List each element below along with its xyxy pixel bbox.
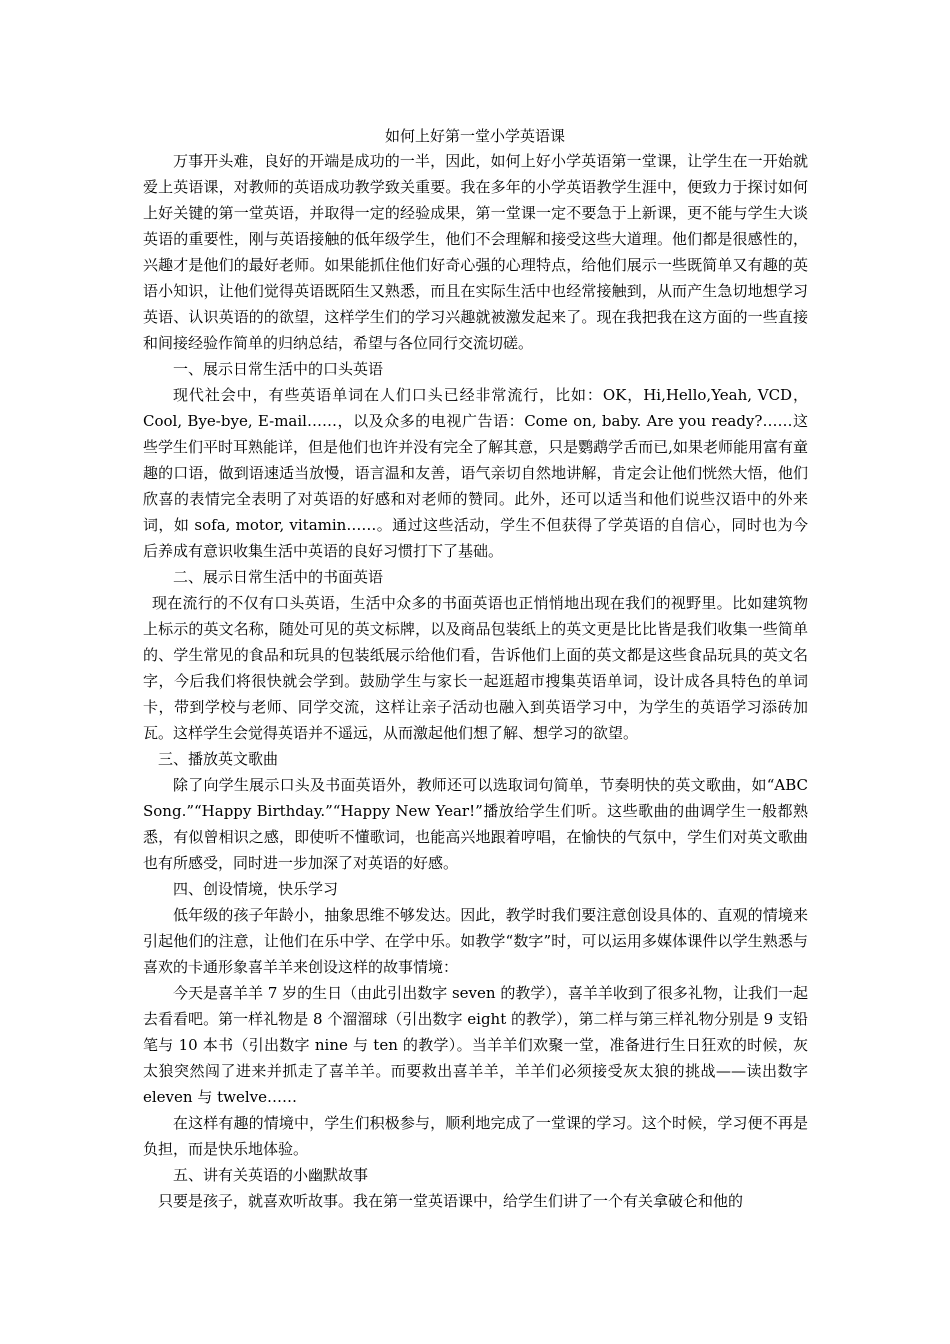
paragraph-section-4: 低年级的孩子年龄小，抽象思维不够发达。因此，教学时我们要注意创设具体的、直观的情境来引起他们的注意，让他们在乐中学、在学中乐。如教学“数字”时，可以运用多媒体课件以学生熟悉与喜欢的卡通形象喜羊羊来创设这样的故事情境： [143, 906, 808, 976]
paragraph-summary: 在这样有趣的情境中，学生们积极参与，顺利地完成了一堂课的学习。这个时候，学习便不再是负担，而是快乐地体验。 [143, 1114, 808, 1158]
paragraph-story: 今天是喜羊羊 7 岁的生日（由此引出数字 seven 的教学），喜羊羊收到了很多礼物，让我们一起去看看吧。第一样礼物是 8 个溜溜球（引出数字 eight 的教学），第二样与第三样礼物分别是 9 支铅笔与 10 本书（引出数字 nine 与 ten 的教学）。当羊羊们欢聚一堂，准备进行生日狂欢的时候，灰太狼突然闯了进来并抓走了喜羊羊。而要救出喜羊羊，羊羊们必须接受灰太狼的挑战——读出数字 eleven 与 twelve…… [143, 984, 808, 1106]
section-heading-3: 三、播放英文歌曲 [158, 750, 279, 768]
paragraph-section-2: 现在流行的不仅有口头英语，生活中众多的书面英语也正悄悄地出现在我们的视野里。比如建筑物上标示的英文名称，随处可见的英文标牌，以及商品包装纸上的英文更是比比皆是我们收集一些简单的、学生常见的食品和玩具的包装纸展示给他们看，告诉他们上面的英文都是这些食品玩具的英文名字，今后我们将很快就会学到。鼓励学生与家长一起逛超市搜集英语单词，设计成各具特色的单词卡，带到学校与老师、同学交流，这样让亲子活动也融入到英语学习中，为学生的英语学习添砖加瓦。这样学生会觉得英语并不遥远，从而激起他们想了解、想学习的欲望。 [143, 594, 808, 742]
section-heading-4: 四、创设情境，快乐学习 [173, 880, 339, 898]
paragraph-section-5: 只要是孩子，就喜欢听故事。我在第一堂英语课中，给学生们讲了一个有关拿破仑和他的 [158, 1192, 744, 1210]
document-title: 如何上好第一堂小学英语课 [384, 127, 565, 145]
paragraph-section-3: 除了向学生展示口头及书面英语外，教师还可以选取词句简单，节奏明快的英文歌曲，如“ABC Song.”“Happy Birthday.”“Happy New Year!”播放给学生们听。这些歌曲的曲调学生一般都熟悉，有似曾相识之感，即使听不懂歌词，也能高兴地跟着哼唱，在愉快的气氛中，学生们对英文歌曲也有所感受，同时进一步加深了对英语的好感。 [143, 776, 808, 872]
paragraph-intro: 万事开头难，良好的开端是成功的一半，因此，如何上好小学英语第一堂课，让学生在一开始就爱上英语课，对教师的英语成功教学致关重要。我在多年的小学英语教学生涯中，便致力于探讨如何上好关键的第一堂英语，并取得一定的经验成果，第一堂课一定不要急于上新课，更不能与学生大谈英语的重要性，刚与英语接触的低年级学生，他们不会理解和接受这些大道理。他们都是很感性的，兴趣才是他们的最好老师。如果能抓住他们好奇心强的心理特点，给他们展示一些既简单又有趣的英语小知识，让他们觉得英语既陌生又熟悉，而且在实际生活中也经常接触到，从而产生急切地想学习英语、认识英语的的欲望，这样学生们的学习兴趣就被激发起来了。现在我把我在这方面的一些直接和间接经验作简单的归纳总结，希望与各位同行交流切磋。 [143, 152, 808, 352]
section-heading-5: 五、讲有关英语的小幽默故事 [173, 1166, 369, 1184]
section-heading-1: 一、展示日常生活中的口头英语 [173, 360, 384, 378]
paragraph-section-1: 现代社会中，有些英语单词在人们口头已经非常流行，比如：OK，Hi,Hello,Yeah, VCD，Cool, Bye-bye, E-mail……，以及众多的电视广告语：Come on, baby. Are you ready?……这些学生们平时耳熟能详，但是他们也许并没有完全了解其意，只是鹦鹉学舌而已,如果老师能用富有童趣的口语，做到语速适当放慢，语言温和友善，语气亲切自然地讲解，肯定会让他们恍然大悟，他们欣喜的表情完全表明了对英语的好感和对老师的赞同。此外，还可以适当和他们说些汉语中的外来词，如 sofa, motor, vitamin……。通过这些活动，学生不但获得了学英语的自信心，同时也为今后养成有意识收集生活中英语的良好习惯打下了基础。 [143, 386, 808, 560]
section-heading-2: 二、展示日常生活中的书面英语 [173, 568, 384, 586]
document-body [143, 148, 808, 1214]
